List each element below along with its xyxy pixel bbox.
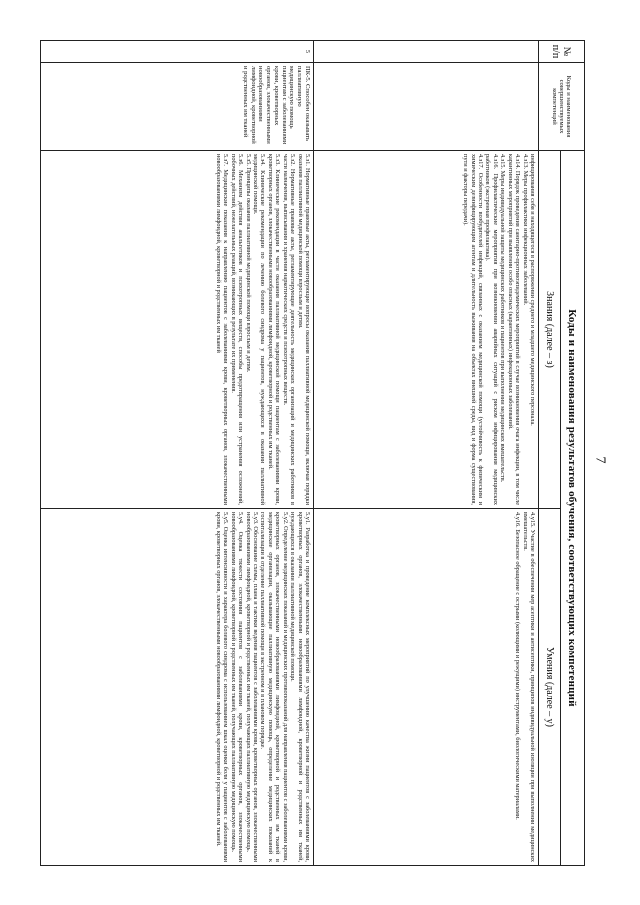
competency-table bbox=[40, 40, 585, 866]
knowledge-line: 5.з2. Нормативные правовые акты, регламентирующие деятельность медицинских организаций и медицинских работников в части назначения, выписывания и хранения наркотических средств и психотропных веществ. bbox=[281, 154, 297, 505]
row-number bbox=[314, 41, 539, 63]
knowledge-line: 4.з13. Меры профилактики инфекционных заболеваний. bbox=[521, 154, 529, 306]
skill-line: 5.у1. Разработка и проведение комплексных мероприятий по улучшению качества жизни пациентов с заболеваниями крови, кроветворных органов, злокачественными новообразованиями лимфоидной, кроветворной и родственных им тканей, нуждающихся в оказании паллиативной медицинской помощи. bbox=[289, 512, 311, 863]
row-knowledge bbox=[314, 151, 539, 509]
skill-line: 4.у16. Безопасное обращение с острыми (колющими и режущими) инструментами, биологическими материалами. bbox=[514, 512, 522, 820]
row-number: 5 bbox=[41, 41, 314, 63]
skill-line: 5.у5. Оценка интенсивности и характера болевого синдрома с использованием шкал оценки боли у пациентов с заболеваниями крови, кроветворных органов, злокачественными новообразованиями лимфоидной, кроветворной и родственных им тканей. bbox=[214, 512, 230, 863]
knowledge-line: 5.з1. Нормативные правовые акты, регламентирующие вопросы оказания паллиативной медицинской помощи, включая порядки оказания паллиативной медицинской помощи взрослым и детям. bbox=[296, 154, 311, 505]
knowledge-line: 5.з5. Принципы оказания паллиативной медицинской помощи взрослым и детям. bbox=[244, 154, 252, 373]
header-number: № п/п bbox=[539, 41, 585, 63]
row-competency: ПК-5. Способен оказывать паллиативную медицинскую помощь пациентам с заболеваниями крови, кроветворных органов, злокачественными новообразованиями лимфоидной, кроветворной и родственных им тканей bbox=[41, 63, 314, 151]
header-results: Коды и наименования результатов обучения, соответствующих компетенций bbox=[561, 151, 585, 866]
row-skills bbox=[314, 509, 539, 866]
skill-line: 5.у2. Определение медицинских показаний и медицинских противопоказаний для направления пациентов с заболеваниями крови, кроветворных органов, злокачественными новообразованиями лимфоидной, кроветворной и родственных им тканей в медицинские организации, оказывающие паллиативную медицинскую помощь, определение медицинских показаний к госпитализации в отделение паллиативной помощи в экстренном и в плановом порядке. bbox=[259, 512, 289, 863]
header-competencies: Коды и наименования совершенствуемых компетенций bbox=[539, 63, 585, 151]
table-row bbox=[41, 41, 314, 866]
knowledge-line: 5.з7. Медицинские показания к направлению пациентов с заболеваниями крови, кроветворных органов, злокачественными новообразованиями лимфоидной, кроветворной и родственных им тканей bbox=[214, 154, 230, 505]
knowledge-line: 4.з16. Профилактические мероприятия при возникновении аварийных ситуаций с риском инфицирования медицинских работников (экстренная профилактика). bbox=[484, 154, 499, 505]
knowledge-line: 4.з14. Порядок проведения санитарно-противоэпидемических мероприятий в случае возникновения очага инфекции, в том числе карантинных мероприятий при выявлении особо опасных (карантинных) инфекционных заболеваний. bbox=[506, 154, 522, 505]
row-knowledge bbox=[41, 151, 314, 509]
table-row bbox=[314, 41, 539, 866]
row-skills bbox=[41, 509, 314, 866]
knowledge-line: 4.з17. Особенности возбудителей инфекций, связанных с оказанием медицинской помощи (устойчивость к физическим и химическим дезинфицирующим агентам и длительность выживания на объектах внешней среды, вид и форма существования, пути и факторы передачи). bbox=[462, 154, 485, 505]
knowledge-line: 4.з15. Меры индивидуальной защиты медицинских работников и пациентов при выполнении медицинских вмешательств. bbox=[499, 154, 507, 483]
row-competency bbox=[314, 63, 539, 151]
skill-line: 4.у15. Участие в обеспечении мер асептики и антисептики, принципов индивидуальной изоляции при выполнении медицинских вмешательств. bbox=[521, 512, 536, 863]
knowledge-line: 5.з4. Клинические рекомендации по лечению болевого синдрома у пациентов, нуждающихся в оказании паллиативной медицинской помощи. bbox=[252, 154, 267, 505]
knowledge-line: 5.з6. Механизм действия анальгетиков и психотропных веществ, способы предотвращения или устранения осложнений, побочных действий, нежелательных реакций, возникающих в результате их применения. bbox=[229, 154, 245, 505]
page-number: 7 bbox=[592, 456, 608, 464]
skill-line: 5.у3. Обоснование схемы, плана и тактики ведения пациентов с заболеваниями крови, кроветворных органов, злокачественными новообразованиями лимфоидной, кроветворной и родственных им тканей, получающих паллиативную медицинскую помощь. bbox=[244, 512, 260, 863]
knowledge-line: инфицирования себя и находящегося в распоряжении среднего и младшего медицинского персонала. bbox=[529, 154, 536, 426]
header-knowledge: Знания (далее – з) bbox=[539, 151, 561, 509]
rotated-page-content bbox=[40, 40, 585, 865]
header-skills: Умения (далее – у) bbox=[539, 509, 561, 866]
skill-line: 5.у4. Оценка тяжести состояния пациентов с заболеваниями крови, кроветворных органов, злокачественными новообразованиями лимфоидной, кроветворной и родственных им тканей, получающих паллиативную медицинскую помощь. bbox=[229, 512, 245, 863]
knowledge-line: 5.з3. Клинические рекомендации в части оказания паллиативной медицинской помощи пациентам с заболеваниями крови, кроветворных органов, злокачественными новообразованиями лимфоидной, кроветворной и родственных им тканей. bbox=[266, 154, 282, 505]
